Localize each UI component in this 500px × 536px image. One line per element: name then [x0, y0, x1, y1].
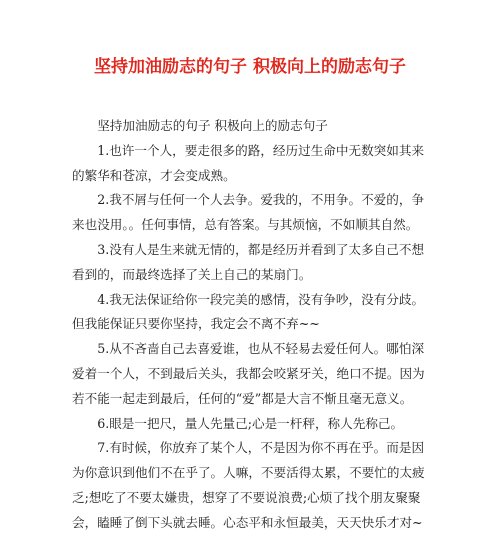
intro-paragraph — [72, 114, 428, 139]
article-title: 坚持加油励志的句子 积极向上的励志句子 — [94, 57, 406, 77]
paragraph-line: 1.也许一个人，要走很多的路，经历过生命中无数突如其来 — [97, 142, 425, 158]
paragraph-1 — [72, 139, 428, 189]
paragraph-line: 爱着一个人，不到最后关头，我都会咬紧牙关，绝口不提。因为 — [72, 365, 425, 381]
paragraph-line: 若不能一起走到最后，任何的“爱”都是大言不惭且毫无意义。 — [72, 390, 413, 406]
paragraph-line: 但我能保证只要你坚持，我定会不离不弃~~ — [72, 316, 320, 332]
paragraph-line: 会，瞌睡了倒下头就去睡。心态平和永恒最美，天天快乐才对~ — [72, 514, 423, 530]
paragraph-5 — [72, 337, 428, 411]
paragraph-line: 5.从不吝啬自己去喜爱谁，也从不轻易去爱任何人。哪怕深 — [97, 341, 425, 357]
paragraph-7 — [72, 436, 428, 535]
article-body — [72, 114, 428, 536]
paragraph-3 — [72, 238, 428, 288]
paragraph-line: 的繁华和苍凉，才会变成熟。 — [72, 167, 236, 183]
paragraph-6 — [72, 412, 428, 437]
paragraph-line: 乏;想吃了不要太嫌贵，想穿了不要说浪费;心烦了找个朋友聚聚 — [72, 489, 421, 505]
intro-line: 坚持加油励志的句子 积极向上的励志句子 — [97, 118, 328, 133]
paragraph-line: 为你意识到他们不在乎了。人嘛，不要活得太累，不要忙的太疲 — [72, 465, 425, 481]
paragraph-line: 6.眼是一把尺，量人先量己;心是一杆秤，称人先称己。 — [97, 415, 404, 431]
paragraph-line: 4.我无法保证给你一段完美的感情，没有争吵，没有分歧。 — [97, 291, 425, 307]
paragraph-line: 2.我不屑与任何一个人去争。爱我的，不用争。不爱的，争 — [97, 192, 425, 208]
paragraph-line: 来也没用。。任何事情，总有答案。与其烦恼，不如顺其自然。 — [72, 217, 419, 233]
paragraph-line: 看到的，而最终选择了关上自己的某扇门。 — [72, 266, 312, 282]
paragraph-line: 7.有时候，你放弃了某个人，不是因为你不再在乎。而是因 — [97, 440, 425, 456]
paragraph-4 — [72, 288, 428, 338]
paragraph-2 — [72, 188, 428, 238]
paragraph-line: 3.没有人是生来就无情的，都是经历并看到了太多自己不想 — [97, 241, 425, 257]
